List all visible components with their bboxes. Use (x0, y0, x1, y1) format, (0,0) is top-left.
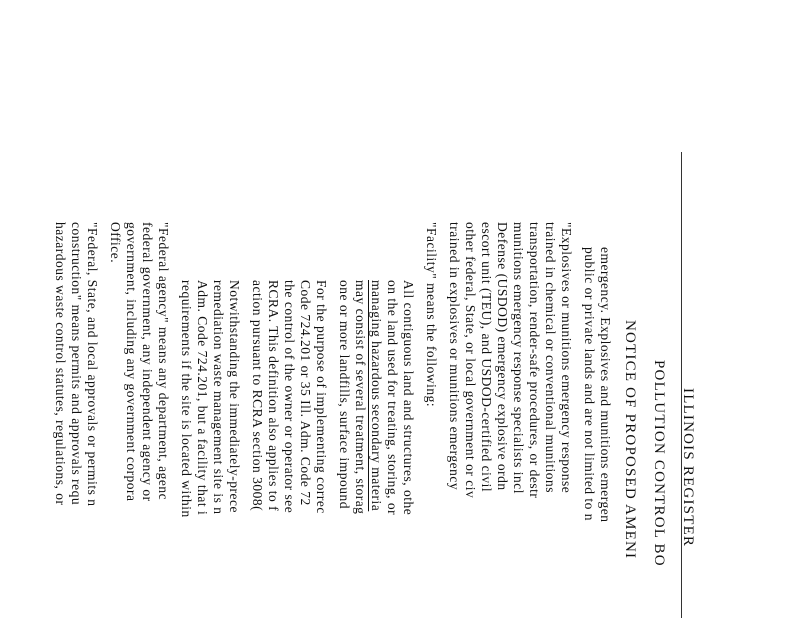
body-line: Adm. Code 724.201, but a facility that i (195, 280, 210, 516)
body-line: construction" means permits and approvals requ (69, 222, 84, 506)
body-line: All contiguous land and structures, othe (401, 280, 416, 516)
definition-explosives: "Explosives or munitions emergency response (559, 222, 574, 494)
body-line: transportation, render-safe procedures, or destr (527, 222, 542, 499)
definition-federal-agency: "Federal agency" means any department, agenc (156, 222, 171, 501)
body-line: hazardous waste control statutes, regulations, or (53, 222, 68, 506)
body-line: trained in chemical or conventional munitions (543, 222, 558, 494)
body-line: munitions emergency response specialists incl (511, 222, 526, 494)
body-line: action pursuant to RCRA section 3008( (250, 280, 265, 512)
body-line: requirements if the site is located within (179, 280, 194, 518)
body-line: other federal, State, or local government or civ (463, 222, 478, 499)
body-line: Notwithstanding the immediately-prece (227, 280, 242, 513)
notice-title: NOTICE OF PROPOSED AMENI (622, 320, 638, 560)
body-line: federal government, any independent agency or (140, 222, 155, 502)
body-line: For the purpose of implementing correc (314, 280, 329, 514)
underlined-line: managing hazardous secondary materia (369, 280, 384, 512)
body-line: remediation waste management site is n (211, 280, 226, 515)
register-title: ILLINOIS REGISTER (680, 388, 696, 548)
body-line: RCRA. This definition also applies to f (266, 280, 281, 512)
header-rule (681, 152, 682, 618)
body-line: government, including any government corpora (124, 222, 139, 502)
body-line: public or private lands and are not limited to n (582, 247, 597, 522)
body-line: emergency. Explosives and munitions emergen (598, 247, 613, 523)
body-line: may consist of several treatment, storag (353, 280, 368, 515)
body-line: on the land used for treating, storing, or (385, 280, 400, 516)
body-line: trained in explosives or munitions emergency (447, 222, 462, 491)
body-line: Code 724.201 or 35 Ill. Adm. Code 72 (298, 280, 313, 506)
body-line: the control of the owner or operator see (282, 280, 297, 514)
body-line: Defense (USDOD) emergency explosive ordn (495, 222, 510, 491)
definition-facility: "Facility" means the following: (424, 222, 439, 408)
board-title: POLLUTION CONTROL BO (651, 360, 667, 567)
body-line: Office. (108, 222, 123, 264)
body-line: escort unit (TEU), and USDOD-certified civil (479, 222, 494, 493)
definition-federal-state-local-approvals: "Federal, State, and local approvals or permits n (85, 222, 100, 507)
body-line: one or more landfills, surface impound (337, 280, 352, 509)
